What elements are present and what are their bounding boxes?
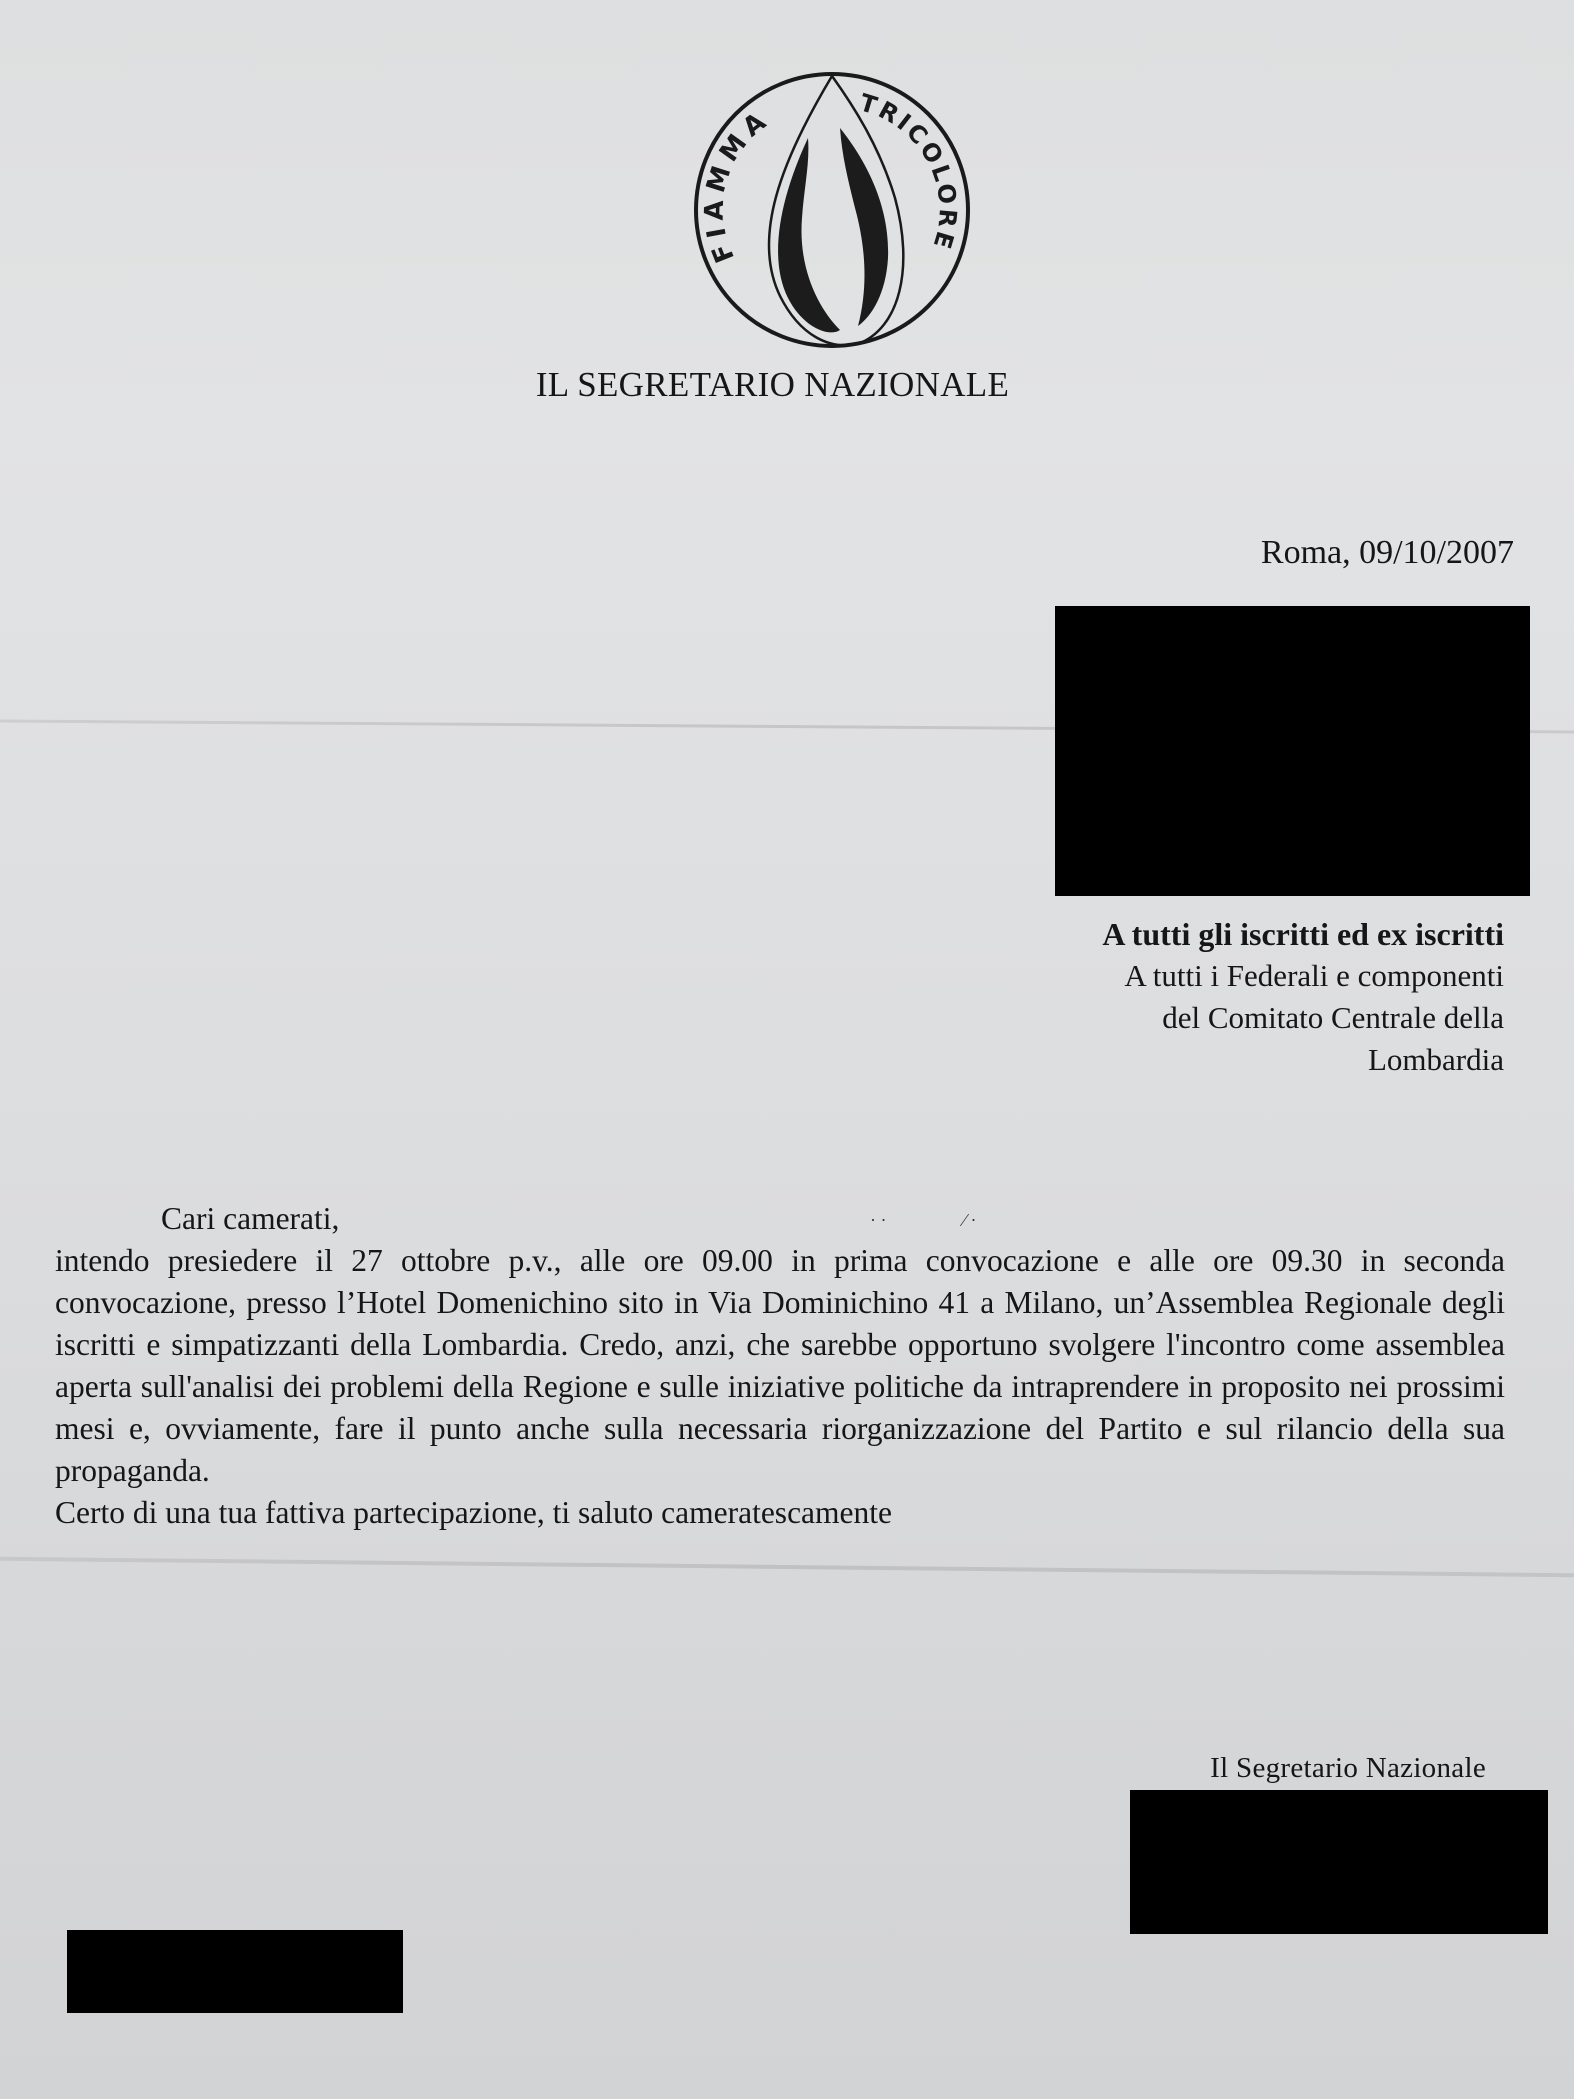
signature-title: Il Segretario Nazionale [1210, 1752, 1486, 1784]
redacted-signature [1130, 1790, 1548, 1934]
redacted-address-block [1055, 606, 1530, 896]
recipient-line: A tutti gli iscritti ed ex iscritti [1102, 916, 1504, 952]
logo-text-left: FIAMMA [699, 103, 777, 267]
recipient-line: del Comitato Centrale della [1162, 1000, 1504, 1035]
letter-closing: Certo di una tua fattiva partecipazione, ti saluto cameratescamente [55, 1495, 892, 1530]
redacted-footer-block [67, 1930, 403, 2013]
letter-date: Roma, 09/10/2007 [1260, 534, 1514, 571]
letterhead-title: IL SEGRETARIO NAZIONALE [535, 365, 1010, 404]
recipients-block [1102, 913, 1504, 1081]
letter-paragraph: intendo presiedere il 27 ottobre p.v., alle ore 09.00 in prima convocazione e alle ore 09.30 in seconda convocazione, presso l’Hotel Domenichino sito in Via Dominichino 41 a Milano, un’Assemblea Regionale degli iscritti e simpatizzanti della Lombardia. Credo, anzi, che sarebbe opportuno svolgere l'incontro come assemblea aperta sull'analisi dei problemi della Regione e sulle iniziative politiche da intraprendere in proposito nei prossimi mesi e, ovviamente, fare il punto anche sulla necessaria riorganizzazione del Partito e sul rilancio della sua propaganda. [55, 1243, 1505, 1488]
svg-text:FIAMMA [700, 103, 777, 266]
flame-left-icon [778, 138, 840, 332]
recipient-line: A tutti i Federali e componenti [1124, 958, 1504, 993]
show-through-ghost-1: ​ [141, 332, 159, 500]
paper-fold-line [0, 1557, 1574, 1577]
party-logo-seal [690, 68, 975, 353]
recipient-line: Lombardia [1367, 1042, 1504, 1077]
letter-greeting: Cari camerati, [161, 1201, 340, 1236]
ink-specks: · · ⁄ · [870, 1210, 977, 1230]
logo-text-right: TRICOLORE [856, 88, 963, 255]
letter-body [55, 1198, 1505, 1534]
